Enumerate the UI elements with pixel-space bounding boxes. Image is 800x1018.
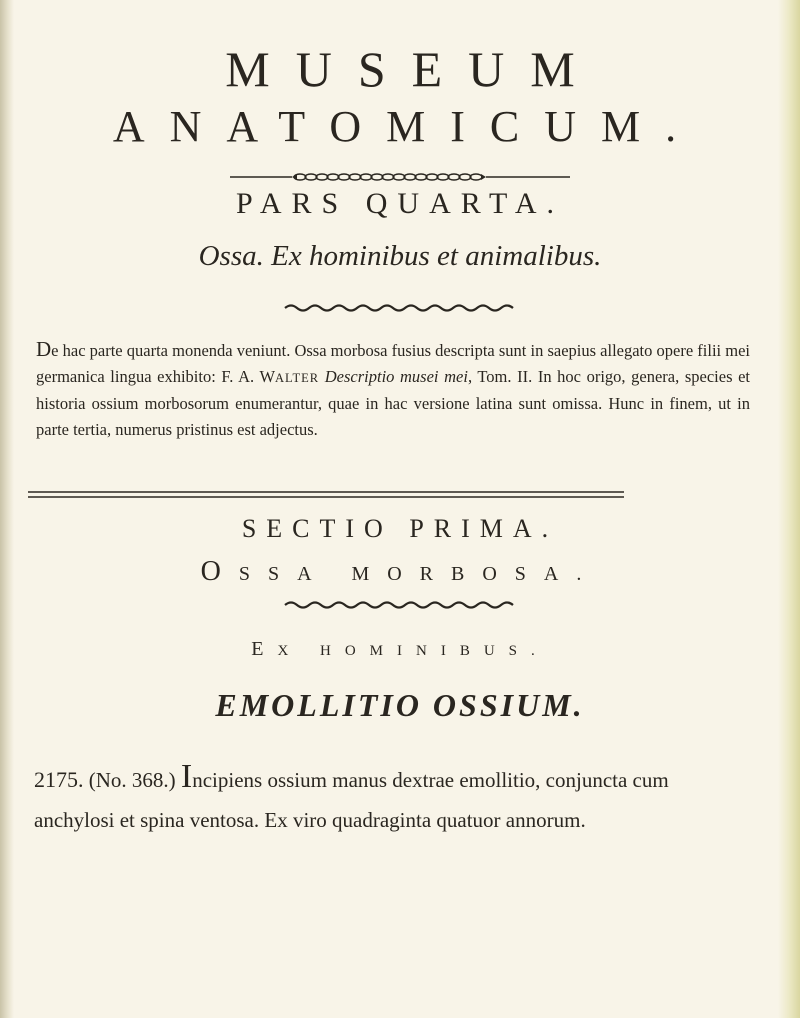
entry-text: ncipiens ossium manus dextrae emollitio, conjuncta cum anchylosi et spina ventosa. Ex viro quadraginta quatuor annorum. — [34, 768, 669, 832]
wavy-rule-2 — [285, 603, 513, 608]
intro-text-b: , Tom. II. In hoc origo, genera, species et historia ossium morbosorum enumerantur, quae in hac versione latina sunt omissa. Hunc in finem, ut in parte tertia, numerus pristinus est adjectus. — [36, 367, 751, 439]
section-subtitle-initial: O — [200, 556, 239, 587]
wavy-rule-1 — [285, 306, 513, 311]
title-anatomicum: ANATOMICUM. — [112, 102, 702, 151]
entry-number: 2175. — [34, 767, 84, 792]
part-title: PARS QUARTA. — [235, 187, 565, 220]
entry-initial: I — [180, 758, 193, 795]
entry-ref: (No. 368.) — [88, 768, 176, 792]
title-museum: MUSEUM — [225, 41, 601, 97]
topic-title: EMOLLITIO OSSIUM. — [215, 687, 585, 723]
section-title: SECTIO PRIMA. — [241, 514, 559, 543]
part-subtitle: Ossa. Ex hominibus et animalibus. — [198, 240, 602, 272]
double-rule — [28, 492, 624, 497]
group-heading — [0, 637, 800, 663]
catalog-entry — [34, 760, 750, 840]
section-subtitle — [0, 557, 800, 589]
group-heading-initial: E — [251, 638, 278, 660]
intro-drop-letter: D — [36, 337, 52, 361]
author-initial: W — [259, 367, 276, 386]
author-rest: ALTER — [275, 371, 320, 385]
group-heading-rest: X HOMINIBUS. — [277, 643, 549, 659]
intro-paragraph — [36, 336, 750, 443]
work-title: Descriptio musei mei — [324, 367, 468, 386]
chain-ornament — [230, 174, 570, 180]
section-subtitle-rest: SSA MORBOSA. — [238, 563, 600, 585]
intro-text-a: e hac parte quarta monenda veniunt. Ossa morbosa fusius descripta sunt in saepius allegato opere filii mei germanica lingua exhibito: F. A. — [36, 341, 750, 386]
